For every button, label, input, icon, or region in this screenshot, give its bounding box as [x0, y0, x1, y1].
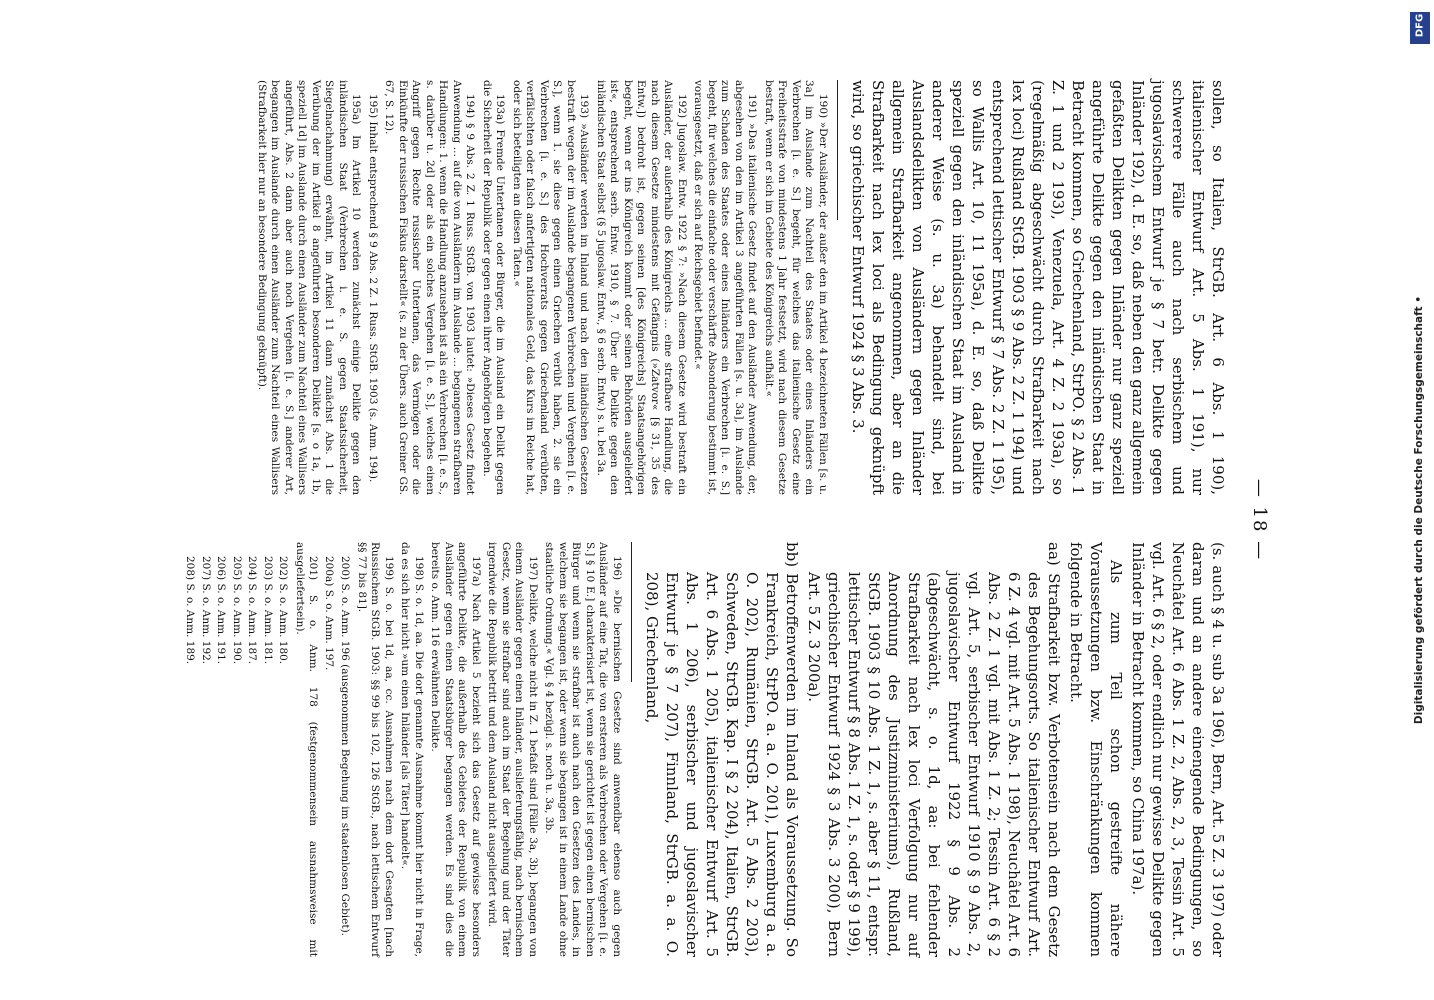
footnote: 193) »Ausländer werden im Inland und nach den inländischen Gesetzen bestraft wegen der im Auslande begangenen Verbrechen und Vergehen [i. e. S.], wenn 1. sie diese gegen einen Griechen verübt haben, 2. sie ein Verbrechen [i. e. S.] des Hochverrats gegen Griechenland verübten, verfälschten oder falsch anfertigten nationales Geld, das Kurs im Reiche hat, oder sich beteiligten an diesen Taten.«: [511, 80, 591, 495]
footnote: 201) S. o. Anm. 178 (festgenommensein ausnahmsweise mit ausgeliefertsein).: [294, 542, 320, 957]
left-footnotes: [255, 80, 830, 495]
footnote: 192) Jugoslaw. Entw. 1922 § 7: »Nach diesem Gesetze wird bestraft ein Ausländer, der außerhalb des Königreichs ... eine strafbare Handlung, die nach diesem Gesetze mindestens mit Gefängnis (»Zatvor« [§ 31, 35 des Entw.]) bedroht ist, gegen seinen [des Königreichs] Staatsangehörigen begeht, wenn er ins Königreich kommt oder seinen Behörden ausgeliefert ist«, entsprechend serb. Entw. 1910, § 7. Über die Delikte gegen den inländischen Staat selbst (§ 5 jugoslaw. Entw., § 6 serb. Entw.) s. u. bei 3a.: [595, 80, 688, 495]
footnote: 205) S. o. Anm. 190.: [231, 556, 243, 665]
funding-caption: Digitalisierung gefördert durch die Deutsche Forschungsgemeinschaft •: [1413, 295, 1425, 725]
footnote: 208) S. o. Anm. 189.: [184, 556, 197, 665]
footnote: 190) »Der Ausländer, der außer den im Artikel 4 bezeichneten Fällen [s. u. 3a] im Auslande zum Nachteil des Staates oder eines Inländers ein Verbrechen [i. e. S.] begeht, für welches das italienische Gesetz eine Freiheitsstrafe von mindestens 1 Jahr festsetzt, wird nach diesem Gesetze bestraft, wenn er sich im Gebiete des Königreichs aufhält.«: [763, 80, 829, 495]
footnote: 203) S. o. Anm. 181.: [262, 556, 274, 665]
dfg-logo: DFG: [1410, 12, 1430, 44]
funding-sidebar: [1408, 8, 1432, 998]
footnote: 197a) Nach Artikel 5 bezieht sich das Gesetz auf gewisse besonders angeführte Delikte, die außerhalb des Gebietes der Republik von einem Ausländer gegen einen Staatsbürger begangen werden. Es sind dies die bereits o. Anm. 116 erwähnten Delikte.: [429, 542, 482, 957]
footnote: 207) S. o. Anm. 192.: [200, 556, 212, 665]
footnote-divider: [631, 542, 632, 682]
footnote: 195) Inhalt entsprechend § 9 Abs. 2 Z. 1 Russ. StGB. 1903 (s. Anm. 194).: [367, 94, 379, 483]
footnote: 206) S. o. Anm. 191.: [215, 556, 228, 665]
footnote: 198) S. o. 1d, aa. Die dort genannte Ausnahme kommt hier nicht in Frage, da es sich hier nicht »um einen Inländer [als Täter] handelt«.: [399, 542, 425, 957]
page-number: — 18 —: [1249, 478, 1270, 562]
paragraph: aa) Strafbarkeit bzw. Verbotensein nach dem Gesetz des Begehungsorts. So italienischer Entwurf Art. 6 Z. 4 vgl. mit Art. 5 Abs. 1 198), Neuchâtel Art. 6 Abs. 2 Z. 1 vgl. mit Abs. 1 Z. 2; Tessin Art. 6 § 2 vgl. Art. 5, serbischer Entwurf 1910 § 9 Abs. 2, jugoslavischer Entwurf 1922 § 9 Abs. 2 (abgeschwächt, s. o. 1d, aa: bei fehlender Strafbarkeit nach lex loci Verfolgung nur auf Anordnung des Justizministeriums), Rußland, StGB. 1903 § 10 Abs. 1 Z. 1, s. aber § 11, entspr. lettischer Entwurf § 8 Abs. 1 Z. 1, s. oder § 9 199), griechischer Entwurf 1924 § 3 Abs. 3 200), Bern Art. 5 Z. 3 200a).: [805, 542, 1063, 957]
book-page: [40, 80, 1280, 960]
paragraph: sollen, so Italien, StrGB. Art. 6 Abs. 1 190), italienischer Entwurf Art. 5 Abs. 1 191), nur schwerere Fälle auch nach serbischem und jugoslavischem Entwurf je § 7 betr. Delikte gegen Inländer 192), d. E. so, daß neben den ganz allgemein gefaßten Delikten gegen Inländer nur ganz speziell angeführte Delikte gegen den inländischen Staat in Betracht kommen, so Griechenland, StrPO. § 2 Abs. 1 Z. 1 und 2 193), Venezuela, Art. 4 Z. 2 193a), so (regelmäßig abgeschwächt durch Strafbarkeit nach lex loci) Rußland StGB. 1903 § 9 Abs. 2 Z. 1 194) und entsprechend lettischer Entwurf § 7 Abs. 2 Z. 1 195), so Wallis Art. 10, 11 195a), d. E. so, daß Delikte speziell gegen den inländischen Staat im Ausland in anderer Weise (s. u. 3a) behandelt sind, bei Auslandsdelikten von Ausländern gegen Inländer allgemein Strafbarkeit angenommen, aber an die Strafbarkeit nach lex loci als Bedingung geknüpft wird, so griechischer Entwurf 1924 § 3 Abs. 3.: [849, 80, 1227, 495]
left-column: [252, 80, 1229, 495]
left-body-text: [848, 80, 1228, 495]
footnote: 197) Delikte, welche nicht in Z. 1 befaßt sind [Fälle 3a, 3b], begangen von einem Ausländer gegen einen Inländer, auslieferungsfähig, nach bernischem Gesetz, wenn sie strafbar sind auch im Staat der Begehung und der Täter irgendwie die Republik betritt und dem Ausland nicht ausgeliefert wird.: [486, 542, 539, 957]
footnote-divider: [837, 80, 838, 220]
paragraph: bb) Betroffenwerden im Inland als Voraussetzung. So Frankreich, StrPO. a. a. O. 201), Luxemburg a. a. O. 202), Rumänien, StrGB. Art. 5 Abs. 2 203), Schweden, StrGB. Kap. I § 2 204), Italien, StrGB. Art. 6 Abs. 1 205), italienischer Entwurf Art. 5 Abs. 1 206), serbischer und jugoslavischer Entwurf je § 7 207), Finnland, StrGB. a. a. O. 208), Griechenland,: [643, 542, 801, 957]
footnote: 204) S. o. Anm. 187.: [246, 556, 259, 665]
footnote: 195a) Im Artikel 10 werden zunächst einige Delikte gegen den inländischen Staat (Verbrechen i. e. S. gegen Staatssicherheit, Siegelnachahmung) erwähnt, im Artikel 11 dann zunächst Abs. 1 die Verübung der im Artikel 8 angeführten besonderen Delikte [s. o 1a, 1b, speziell 1d] im Auslande durch einen Ausländer zum Nachteil eines Wallisers angeführt, Abs. 2 dann aber auch noch Vergehen [i. e. S.] anderer Art, begangen im Auslande durch einen Ausländer zum Nachteil eines Wallisers (Strafbarkeit hier nur an besondere Bedingung geknüpft).: [256, 80, 363, 495]
footnote: 194) § 9 Abs. 2 Z. 1 Russ. StGB. von 1903 lautet: »Dieses Gesetz findet Anwendung ... auf die von Ausländern im Auslande ... begangenen strafbaren Handlungen: 1. wenn die Handlung anzusehen ist als ein Verbrechen [i. e. S., s. darüber u. 2d] oder als ein solches Vergehen [i. e. S.], welches einen Angriff gegen Rechte russischer Untertanen, das Vermögen oder die Einkünfte der russischen Fiskus darstellt« (s. zu der Übers. auch Greiner GS. 67, S. 12).: [383, 80, 477, 495]
footnote: 193a) Fremde Untertanen oder Bürger, die im Ausland ein Delikt gegen die Sicherheit der Republik oder gegen einen ihrer Angehörigen begehen.: [481, 80, 507, 495]
footnote: 196) »Die bernischen Gesetze sind anwendbar ebenso auch gegen Ausländer auf eine Tat, die von ersteren als Verbrechen oder Vergehen [i. e. S.] § 10 E.] charakterisiert ist, wenn sie gerichtet ist gegen einen bernischen Bürger und wenn sie strafbar ist auch nach den Gesetzen des Landes, in welchem sie begangen ist, oder wenn sie begangen ist in einem Lande ohne staatliche Ordnung.« Vgl. § 4 bezügl. s. noch u. 3a, 3b.: [543, 542, 623, 957]
right-footnotes: [183, 542, 623, 957]
right-body-text: [642, 542, 1228, 957]
footnote: 200) S. o. Anm. 196 (ausgenommen Begehung im staatenlosen Gebiet).: [339, 556, 352, 937]
footnote: 191) »Das italienische Gesetz findet auf den Ausländer Anwendung, der, abgesehen von den im Artikel 3 angeführten Fällen [s. u. 3a], im Auslande zum Schaden des Staates oder eines Inländers ein Verbrechen [i. e. S.] begeht, für welches die einfache oder verschärfte Absonderung bestimmt ist, vorausgesetzt, daß er sich auf Reichsgebiet befindet.«: [692, 80, 759, 495]
footnote: 202) S. o. Anm. 180.: [277, 556, 290, 665]
paragraph: (s. auch § 4 u. sub 3a 196), Bern, Art. 5 Z. 3 197) oder daran und an andere einengende Bedingungen, so Neuchâtel Art. 6 Abs. 1 Z. 2, Abs. 2, 3, Tessin Art. 5 vgl. Art. 6 § 2, oder endlich nur gewisse Delikte gegen Inländer in Betracht kommen, so China 197a).: [1129, 542, 1227, 957]
right-column: [181, 542, 1228, 957]
paragraph: Als zum Teil schon gestreifte nähere Voraussetzungen bzw. Einschränkungen kommen folgende in Betracht.: [1067, 542, 1125, 957]
footnote: 199) S. o. bei 1d, aa, cc. Ausnahmen nach dem dort Gesagten [nach Russischem StGB. 1903: §§ 99 bis 102, 126 StGB., nach lettischem Entwurf §§ 77 bis 81].: [356, 542, 395, 957]
footnote: 200a) S. o. Anm. 197.: [323, 556, 335, 671]
